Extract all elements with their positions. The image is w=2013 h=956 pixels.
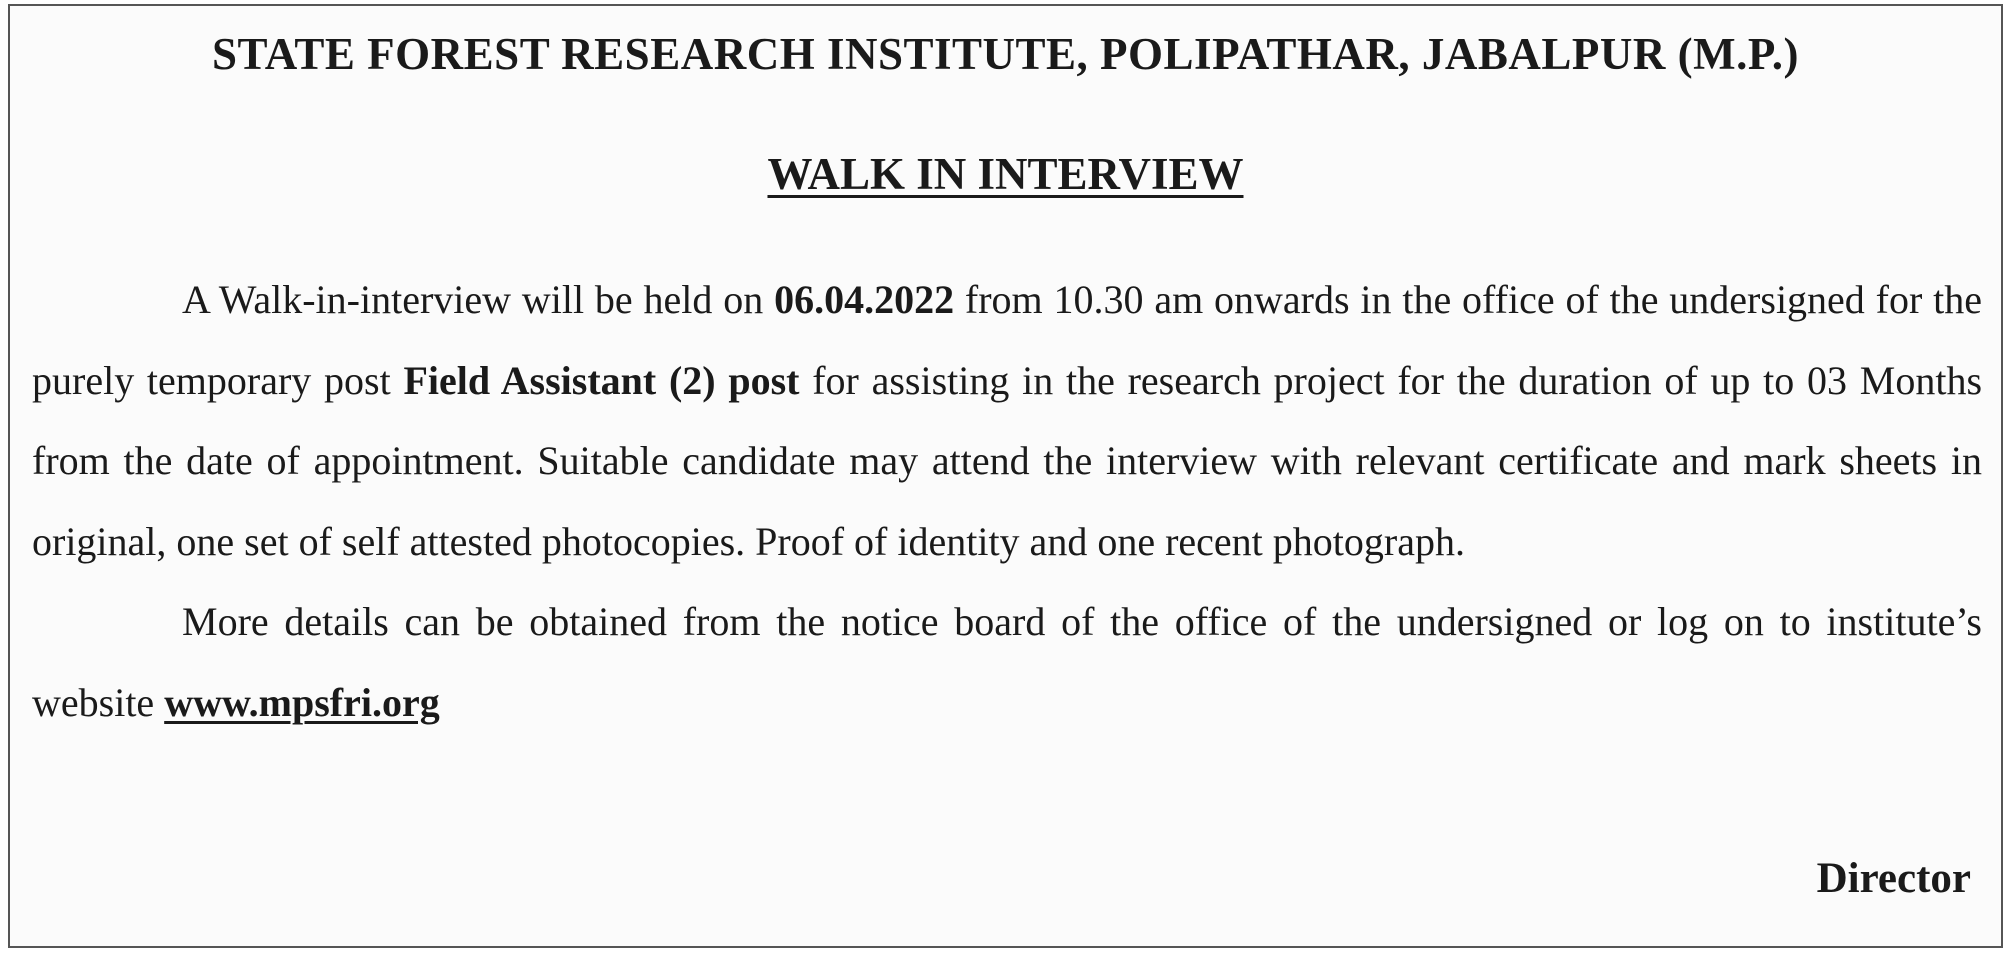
notice-sheet <box>8 4 2003 948</box>
paragraph-more-details <box>32 582 1982 743</box>
notice-title <box>10 148 2001 200</box>
para1-text-2: from 10.30 am onwards in the office of the undersigned for the purely temporary post <box>32 277 1982 403</box>
signatory: Director <box>1816 855 1971 902</box>
para1-text-3: for assisting in the research project for the duration of up to 03 Months from the date of appointment. Suitable candidate may attend the interview with relevant certificate and mark sheets in original, one set of self attested photocopies. Proof of identity and one recent photograph. <box>32 357 1983 564</box>
para1-text-1: A Walk-in-interview will be held on <box>182 277 775 322</box>
notice-body <box>32 260 1982 743</box>
para2-text-1: More details can be obtained from the notice board of the office of the undersigned or log on to institute’s website <box>32 599 1982 725</box>
post-name: Field Assistant (2) post <box>403 357 800 403</box>
paragraph-interview-details <box>32 260 1982 582</box>
website-link[interactable]: www.mpsfri.org <box>164 679 440 725</box>
institute-heading: STATE FOREST RESEARCH INSTITUTE, POLIPATHAR, JABALPUR (M.P.) <box>212 29 1799 79</box>
notice-title-text: WALK IN INTERVIEW <box>767 149 1244 199</box>
interview-date: 06.04.2022 <box>774 277 955 322</box>
